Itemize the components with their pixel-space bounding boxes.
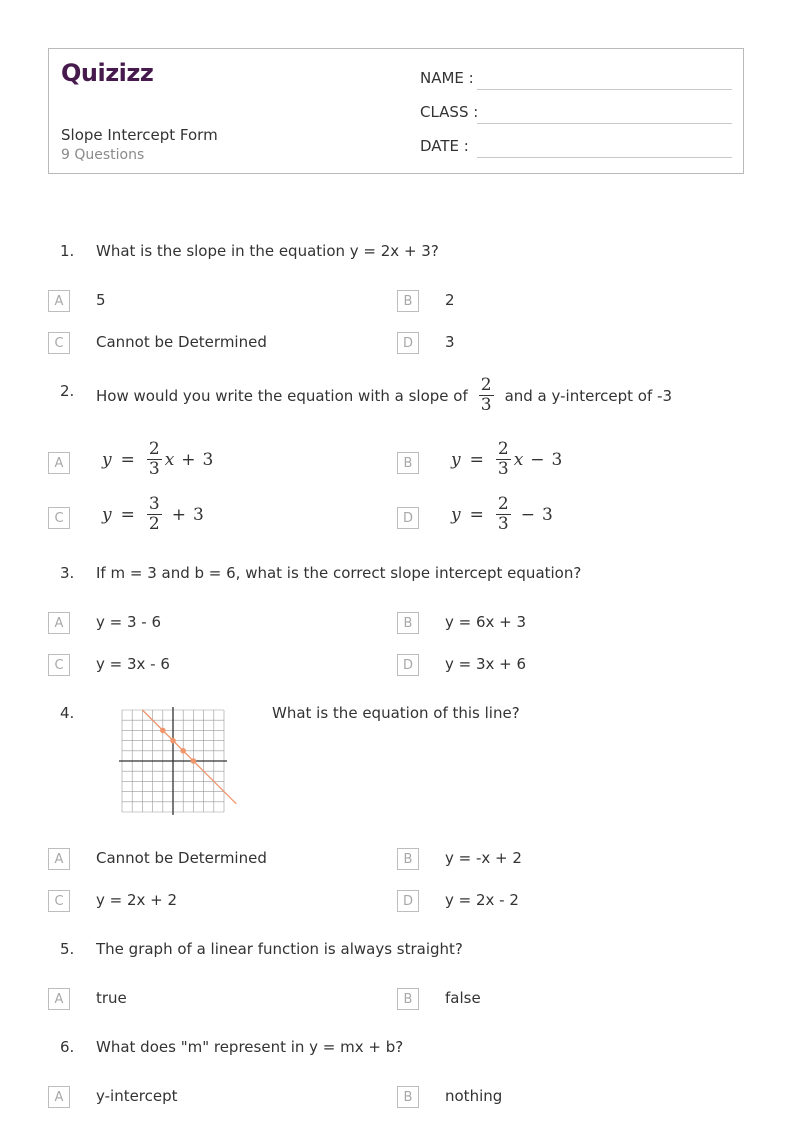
fraction-denominator: 3 — [148, 459, 160, 479]
option-letter-box[interactable]: C — [48, 654, 70, 676]
name-line[interactable] — [477, 89, 732, 90]
option-letter-box[interactable]: B — [397, 848, 419, 870]
option-letter-box[interactable]: C — [48, 332, 70, 354]
option-text: false — [445, 989, 481, 1007]
fraction-denominator: 3 — [497, 459, 509, 479]
fraction-numerator: 2 — [497, 439, 509, 459]
option-letter-box[interactable]: D — [397, 890, 419, 912]
fraction-denominator: 3 — [480, 395, 492, 415]
graph-point — [160, 728, 166, 734]
option-letter-box[interactable]: C — [48, 507, 70, 529]
option-letter-box[interactable]: A — [48, 988, 70, 1010]
option-text: 5 — [96, 291, 106, 309]
option-math — [102, 440, 213, 479]
question-text: What does "m" represent in y = mx + b? — [96, 1038, 404, 1056]
math-constant: 3 — [192, 504, 204, 525]
math-var-y: y — [451, 449, 461, 470]
line-graph — [112, 704, 242, 818]
option-letter-box[interactable]: B — [397, 452, 419, 474]
math-equals: = — [469, 504, 484, 525]
question-number: 3. — [60, 564, 75, 582]
question-number: 2. — [60, 382, 75, 400]
option-letter-box[interactable]: D — [397, 507, 419, 529]
option-text: y = 2x - 2 — [445, 891, 519, 909]
math-operator: − — [530, 449, 545, 470]
math-var-y: y — [451, 504, 461, 525]
class-line[interactable] — [477, 123, 732, 124]
fraction-numerator: 2 — [497, 494, 509, 514]
question-number: 4. — [60, 704, 75, 722]
math-operator: + — [181, 449, 196, 470]
option-letter-box[interactable]: A — [48, 452, 70, 474]
fraction-numerator: 3 — [148, 494, 160, 514]
date-label: DATE : — [420, 137, 469, 155]
option-text: y = 3x + 6 — [445, 655, 527, 673]
option-text: y = 6x + 3 — [445, 613, 527, 631]
math-var-x: x — [164, 449, 175, 470]
option-text: Cannot be Determined — [96, 849, 267, 867]
name-label: NAME : — [420, 69, 474, 87]
question-count: 9 Questions — [61, 147, 145, 163]
math-var-y: y — [102, 449, 112, 470]
math-equals: = — [120, 504, 135, 525]
question-number: 1. — [60, 242, 75, 260]
option-text: y-intercept — [96, 1087, 178, 1105]
option-text: true — [96, 989, 127, 1007]
option-text: nothing — [445, 1087, 503, 1105]
date-line[interactable] — [477, 157, 732, 158]
question-text: The graph of a linear function is always straight? — [96, 940, 463, 958]
option-text: y = 3x - 6 — [96, 655, 170, 673]
question-number: 6. — [60, 1038, 75, 1056]
option-text: 2 — [445, 291, 455, 309]
fraction-numerator: 2 — [148, 439, 160, 459]
option-math — [451, 495, 553, 534]
class-label: CLASS : — [420, 103, 479, 121]
graph-point — [191, 758, 197, 764]
graph-line — [142, 710, 236, 804]
option-letter-box[interactable]: B — [397, 290, 419, 312]
option-letter-box[interactable]: B — [397, 988, 419, 1010]
graph-point — [180, 748, 186, 754]
graph-point — [170, 738, 176, 744]
option-letter-box[interactable]: C — [48, 890, 70, 912]
option-letter-box[interactable]: D — [397, 332, 419, 354]
math-var-y: y — [102, 504, 112, 525]
worksheet-header — [48, 48, 744, 174]
question-text — [96, 376, 672, 415]
option-letter-box[interactable]: B — [397, 1086, 419, 1108]
graph-axes — [119, 707, 227, 815]
option-text: y = 3 - 6 — [96, 613, 162, 631]
option-text: Cannot be Determined — [96, 333, 267, 351]
option-math — [451, 440, 562, 479]
question-text: What is the equation of this line? — [272, 704, 520, 722]
option-letter-box[interactable]: B — [397, 612, 419, 634]
worksheet-title: Slope Intercept Form — [61, 126, 218, 144]
option-math — [102, 495, 204, 534]
option-letter-box[interactable]: D — [397, 654, 419, 676]
fraction-denominator: 2 — [148, 514, 160, 534]
question-number: 5. — [60, 940, 75, 958]
quizizz-logo: Quizizz — [61, 59, 154, 87]
math-constant: 3 — [551, 449, 563, 470]
math-operator: + — [171, 504, 186, 525]
question-text: If m = 3 and b = 6, what is the correct slope intercept equation? — [96, 564, 582, 582]
math-equals: = — [469, 449, 484, 470]
option-text: y = 2x + 2 — [96, 891, 178, 909]
math-constant: 3 — [541, 504, 553, 525]
fraction-numerator: 2 — [480, 375, 492, 395]
option-text: y = -x + 2 — [445, 849, 522, 867]
option-letter-box[interactable]: A — [48, 1086, 70, 1108]
slope-fraction — [476, 376, 497, 415]
option-letter-box[interactable]: A — [48, 848, 70, 870]
question-text-before: How would you write the equation with a slope of — [96, 386, 468, 405]
option-text: 3 — [445, 333, 455, 351]
math-var-x: x — [513, 449, 524, 470]
math-constant: 3 — [202, 449, 214, 470]
math-operator: − — [520, 504, 535, 525]
option-letter-box[interactable]: A — [48, 612, 70, 634]
question-text: What is the slope in the equation y = 2x + 3? — [96, 242, 439, 260]
question-text-after: and a y-intercept of -3 — [504, 386, 672, 405]
option-letter-box[interactable]: A — [48, 290, 70, 312]
math-equals: = — [120, 449, 135, 470]
fraction-denominator: 3 — [497, 514, 509, 534]
